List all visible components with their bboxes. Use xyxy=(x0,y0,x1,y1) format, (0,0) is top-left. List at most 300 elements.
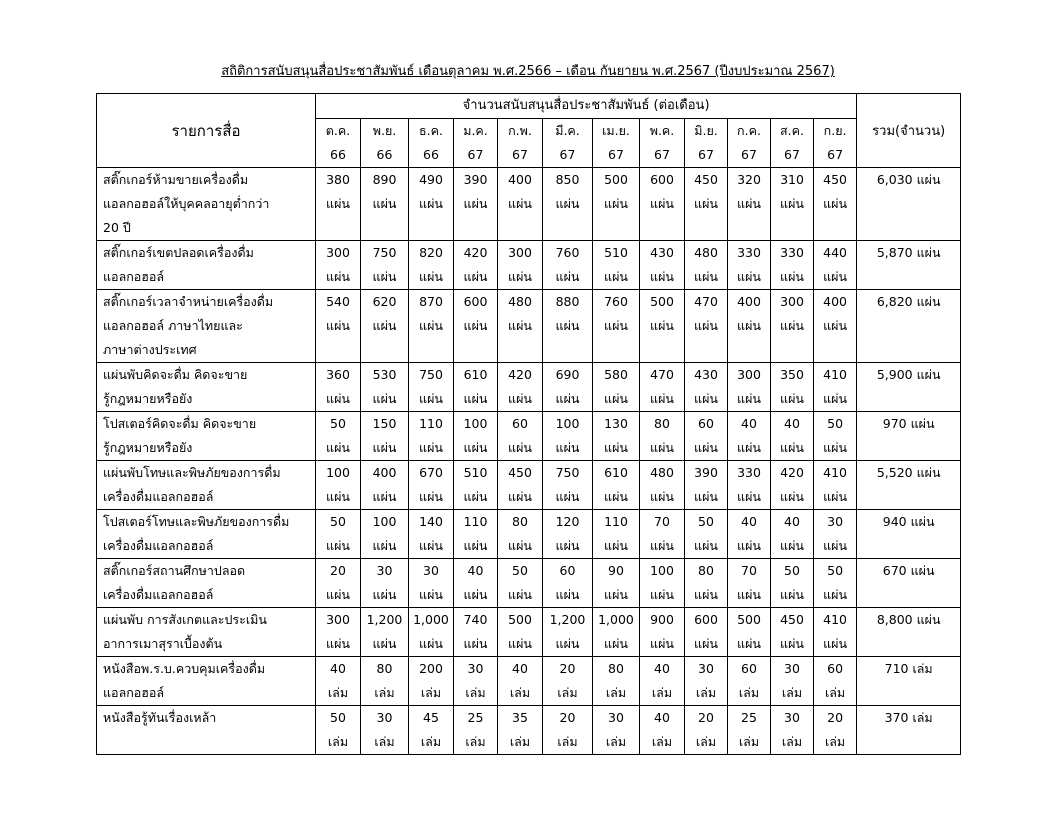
unit-label: เล่ม xyxy=(509,685,531,700)
row-total: 5,520 แผ่น xyxy=(857,461,961,510)
unit-label: แผ่น xyxy=(780,318,804,333)
month-value-cell xyxy=(771,168,814,241)
month-value-cell xyxy=(409,510,454,559)
month-value-cell xyxy=(640,461,685,510)
month-value-cell xyxy=(728,657,771,706)
month-value-cell xyxy=(640,510,685,559)
unit-label: เล่ม xyxy=(781,734,803,749)
unit-label: เล่ม xyxy=(420,685,442,700)
media-name xyxy=(97,559,316,608)
unit-label: แผ่น xyxy=(419,196,443,211)
unit-label: เล่ม xyxy=(420,734,442,749)
month-value: 870 xyxy=(419,294,443,309)
header-month xyxy=(685,119,728,168)
table-row xyxy=(97,412,961,461)
month-value-cell xyxy=(728,290,771,363)
month-value: 30 xyxy=(784,661,800,676)
media-name xyxy=(97,706,316,755)
month-value-cell xyxy=(685,412,728,461)
unit-label: แผ่น xyxy=(463,269,488,284)
month-value: 40 xyxy=(512,661,528,676)
month-value: 580 xyxy=(604,367,628,382)
month-value: 610 xyxy=(463,367,488,382)
unit-label: เล่ม xyxy=(695,734,717,749)
month-value: 120 xyxy=(555,514,580,529)
month-value: 760 xyxy=(604,294,628,309)
unit-label: เล่ม xyxy=(465,685,486,700)
unit-label: แผ่น xyxy=(737,196,761,211)
unit-label: แผ่น xyxy=(326,391,350,406)
unit-label: แผ่น xyxy=(463,196,488,211)
row-total: 5,900 แผ่น xyxy=(857,363,961,412)
media-name xyxy=(97,290,316,363)
media-name-line: อาการเมาสุราเบื้องต้น xyxy=(103,636,223,651)
month-value-cell xyxy=(640,706,685,755)
month-value-cell xyxy=(454,461,498,510)
month-value-cell xyxy=(814,363,857,412)
media-name-line: สติ๊กเกอร์สถานศึกษาปลอด xyxy=(103,563,246,578)
month-value-cell xyxy=(593,608,640,657)
unit-label: แผ่น xyxy=(419,318,443,333)
month-value: 670 xyxy=(419,465,443,480)
month-value-cell xyxy=(409,559,454,608)
month-value: 20 xyxy=(827,710,844,725)
month-value: 410 xyxy=(823,465,848,480)
month-value-cell xyxy=(728,168,771,241)
month-value: 420 xyxy=(780,465,804,480)
month-value-cell xyxy=(543,363,593,412)
header-month xyxy=(454,119,498,168)
month-value-cell xyxy=(316,168,361,241)
month-value: 760 xyxy=(555,245,580,260)
month-value-cell xyxy=(593,168,640,241)
month-value-cell xyxy=(361,290,409,363)
month-value-cell xyxy=(728,510,771,559)
month-value-cell xyxy=(409,241,454,290)
month-value-cell xyxy=(454,241,498,290)
month-value-cell xyxy=(771,241,814,290)
month-label: เม.ย. xyxy=(602,123,630,138)
month-value: 900 xyxy=(650,612,674,627)
unit-label: แผ่น xyxy=(555,489,580,504)
unit-label: แผ่น xyxy=(419,587,443,602)
header-media: รายการสื่อ xyxy=(97,94,316,168)
month-value-cell xyxy=(498,559,543,608)
month-year: 67 xyxy=(559,147,576,162)
month-value: 70 xyxy=(741,563,757,578)
month-value-cell xyxy=(640,559,685,608)
month-value-cell xyxy=(316,706,361,755)
month-value: 30 xyxy=(608,710,624,725)
media-name-line: โปสเตอร์คิดจะดื่ม คิดจะขาย xyxy=(103,416,257,431)
month-value: 400 xyxy=(823,294,848,309)
month-value: 300 xyxy=(326,245,350,260)
unit-label: แผ่น xyxy=(823,196,848,211)
month-value-cell xyxy=(498,461,543,510)
row-total: 970 แผ่น xyxy=(857,412,961,461)
month-value-cell xyxy=(771,706,814,755)
month-value: 25 xyxy=(741,710,757,725)
month-value: 510 xyxy=(604,245,628,260)
header-month xyxy=(728,119,771,168)
month-value: 400 xyxy=(508,172,532,187)
media-name xyxy=(97,412,316,461)
month-value: 350 xyxy=(780,367,804,382)
row-total: 710 เล่ม xyxy=(857,657,961,706)
unit-label: แผ่น xyxy=(604,391,628,406)
month-value-cell xyxy=(593,706,640,755)
month-value: 80 xyxy=(376,661,393,676)
month-value-cell xyxy=(454,290,498,363)
unit-label: เล่ม xyxy=(824,734,846,749)
media-name-line: สติ๊กเกอร์เขตปลอดเครื่องดื่ม xyxy=(103,245,254,260)
unit-label: แผ่น xyxy=(463,538,488,553)
month-value-cell xyxy=(593,363,640,412)
month-value: 470 xyxy=(650,367,674,382)
unit-label: แผ่น xyxy=(463,489,488,504)
month-value: 1,200 xyxy=(549,612,586,627)
month-value: 40 xyxy=(654,710,670,725)
media-name-line: โปสเตอร์โทษและพิษภัยของการดื่ม xyxy=(103,514,290,529)
month-value-cell xyxy=(454,706,498,755)
month-value: 100 xyxy=(372,514,397,529)
unit-label: แผ่น xyxy=(650,440,674,455)
month-year: 67 xyxy=(512,147,528,162)
table-row xyxy=(97,290,961,363)
unit-label: แผ่น xyxy=(555,440,580,455)
month-value-cell xyxy=(361,241,409,290)
month-value-cell xyxy=(454,363,498,412)
unit-label: แผ่น xyxy=(650,269,674,284)
unit-label: แผ่น xyxy=(419,636,443,651)
unit-label: แผ่น xyxy=(737,489,761,504)
month-value-cell xyxy=(361,412,409,461)
unit-label: แผ่น xyxy=(650,489,674,504)
unit-label: แผ่น xyxy=(372,636,397,651)
month-value-cell xyxy=(640,168,685,241)
media-name-line: สติ๊กเกอร์ห้ามขายเครื่องดื่ม xyxy=(103,172,249,187)
unit-label: แผ่น xyxy=(604,587,628,602)
month-year: 67 xyxy=(654,147,670,162)
month-value-cell xyxy=(454,412,498,461)
unit-label: แผ่น xyxy=(326,636,350,651)
unit-label: แผ่น xyxy=(780,636,804,651)
unit-label: แผ่น xyxy=(694,587,718,602)
month-value: 360 xyxy=(326,367,350,382)
unit-label: แผ่น xyxy=(372,538,397,553)
row-total: 5,870 แผ่น xyxy=(857,241,961,290)
month-value: 20 xyxy=(330,563,346,578)
month-value: 40 xyxy=(741,416,757,431)
month-value-cell xyxy=(409,461,454,510)
month-value-cell xyxy=(685,168,728,241)
month-value-cell xyxy=(640,363,685,412)
month-value: 20 xyxy=(559,710,576,725)
unit-label: แผ่น xyxy=(737,269,761,284)
unit-label: แผ่น xyxy=(650,318,674,333)
media-name xyxy=(97,510,316,559)
month-value-cell xyxy=(685,461,728,510)
unit-label: แผ่น xyxy=(604,440,628,455)
month-value-cell xyxy=(685,706,728,755)
month-value: 540 xyxy=(326,294,350,309)
unit-label: แผ่น xyxy=(555,318,580,333)
month-value-cell xyxy=(543,706,593,755)
unit-label: แผ่น xyxy=(694,489,718,504)
month-value: 100 xyxy=(650,563,674,578)
month-value-cell xyxy=(814,559,857,608)
unit-label: แผ่น xyxy=(694,636,718,651)
month-value-cell xyxy=(361,706,409,755)
month-value: 400 xyxy=(737,294,761,309)
unit-label: แผ่น xyxy=(555,636,580,651)
unit-label: แผ่น xyxy=(463,391,488,406)
row-total: 6,820 แผ่น xyxy=(857,290,961,363)
unit-label: แผ่น xyxy=(694,318,718,333)
month-value: 45 xyxy=(423,710,439,725)
unit-label: แผ่น xyxy=(737,318,761,333)
month-year: 66 xyxy=(423,147,439,162)
month-value: 420 xyxy=(508,367,532,382)
month-value-cell xyxy=(498,657,543,706)
month-value: 50 xyxy=(512,563,528,578)
month-value-cell xyxy=(316,559,361,608)
month-value-cell xyxy=(771,559,814,608)
document-title: สถิติการสนับสนุนสื่อประชาสัมพันธ์ เดือนตุลาคม พ.ศ.2566 – เดือน กันยายน พ.ศ.2567 (ปีงบประมาณ 2567) xyxy=(221,64,835,79)
month-value: 90 xyxy=(608,563,624,578)
month-value: 35 xyxy=(512,710,528,725)
unit-label: แผ่น xyxy=(694,440,718,455)
month-value-cell xyxy=(771,608,814,657)
unit-label: แผ่น xyxy=(463,440,488,455)
media-name xyxy=(97,168,316,241)
month-value-cell xyxy=(771,657,814,706)
month-value: 200 xyxy=(419,661,443,676)
month-value: 450 xyxy=(780,612,804,627)
month-value: 890 xyxy=(372,172,397,187)
unit-label: แผ่น xyxy=(463,587,488,602)
month-value: 450 xyxy=(823,172,848,187)
unit-label: แผ่น xyxy=(737,636,761,651)
month-value-cell xyxy=(728,241,771,290)
month-value-cell xyxy=(454,608,498,657)
unit-label: เล่ม xyxy=(738,734,760,749)
month-year: 67 xyxy=(784,147,800,162)
month-value: 30 xyxy=(423,563,439,578)
month-value: 300 xyxy=(326,612,350,627)
month-value: 1,200 xyxy=(366,612,403,627)
month-value: 60 xyxy=(559,563,576,578)
month-value-cell xyxy=(728,559,771,608)
unit-label: เล่ม xyxy=(781,685,803,700)
month-value: 490 xyxy=(419,172,443,187)
media-name-line: แผ่นพับ การสังเกตและประเมิน xyxy=(103,612,267,627)
unit-label: แผ่น xyxy=(780,269,804,284)
month-value: 300 xyxy=(508,245,532,260)
unit-label: แผ่น xyxy=(419,269,443,284)
month-value-cell xyxy=(316,412,361,461)
month-value-cell xyxy=(640,608,685,657)
month-value-cell xyxy=(454,168,498,241)
table-row xyxy=(97,608,961,657)
month-value: 40 xyxy=(330,661,346,676)
month-value-cell xyxy=(454,559,498,608)
month-year: 67 xyxy=(741,147,757,162)
table-row xyxy=(97,461,961,510)
unit-label: แผ่น xyxy=(508,636,532,651)
month-value-cell xyxy=(728,461,771,510)
month-value: 50 xyxy=(698,514,714,529)
month-value: 300 xyxy=(780,294,804,309)
header-month xyxy=(409,119,454,168)
unit-label: แผ่น xyxy=(650,636,674,651)
unit-label: แผ่น xyxy=(419,538,443,553)
unit-label: เล่ม xyxy=(695,685,717,700)
month-value: 470 xyxy=(694,294,718,309)
month-value-cell xyxy=(543,510,593,559)
month-value: 100 xyxy=(555,416,580,431)
unit-label: แผ่น xyxy=(650,196,674,211)
table-row xyxy=(97,363,961,412)
month-value: 330 xyxy=(737,465,761,480)
month-value-cell xyxy=(543,290,593,363)
header-month xyxy=(498,119,543,168)
unit-label: เล่ม xyxy=(557,685,578,700)
month-value: 25 xyxy=(467,710,484,725)
month-value-cell xyxy=(316,363,361,412)
month-value-cell xyxy=(771,461,814,510)
month-value: 60 xyxy=(698,416,714,431)
media-name-line: แผ่นพับคิดจะดื่ม คิดจะขาย xyxy=(103,367,248,382)
month-year: 67 xyxy=(608,147,624,162)
unit-label: แผ่น xyxy=(604,196,628,211)
month-value: 100 xyxy=(326,465,350,480)
month-value: 100 xyxy=(463,416,488,431)
unit-label: แผ่น xyxy=(737,538,761,553)
header-month xyxy=(593,119,640,168)
row-total: 940 แผ่น xyxy=(857,510,961,559)
month-value-cell xyxy=(409,290,454,363)
month-value: 420 xyxy=(463,245,488,260)
month-value: 40 xyxy=(784,416,800,431)
month-value-cell xyxy=(316,510,361,559)
unit-label: เล่ม xyxy=(327,685,349,700)
unit-label: แผ่น xyxy=(555,391,580,406)
month-value-cell xyxy=(640,657,685,706)
row-total: 370 เล่ม xyxy=(857,706,961,755)
unit-label: เล่ม xyxy=(557,734,578,749)
month-value: 430 xyxy=(650,245,674,260)
media-name xyxy=(97,241,316,290)
month-value: 450 xyxy=(694,172,718,187)
month-value-cell xyxy=(728,706,771,755)
unit-label: แผ่น xyxy=(508,489,532,504)
month-value: 600 xyxy=(650,172,674,187)
month-value-cell xyxy=(454,510,498,559)
month-value-cell xyxy=(814,706,857,755)
unit-label: แผ่น xyxy=(780,489,804,504)
unit-label: เล่ม xyxy=(605,685,627,700)
month-value-cell xyxy=(498,412,543,461)
month-label: พ.ค. xyxy=(649,123,675,138)
month-year: 67 xyxy=(827,147,844,162)
month-value: 80 xyxy=(608,661,624,676)
month-value-cell xyxy=(498,510,543,559)
month-value: 40 xyxy=(784,514,800,529)
unit-label: แผ่น xyxy=(508,587,532,602)
unit-label: เล่ม xyxy=(651,734,673,749)
month-value-cell xyxy=(409,657,454,706)
month-value-cell xyxy=(593,241,640,290)
month-value-cell xyxy=(361,363,409,412)
unit-label: แผ่น xyxy=(694,538,718,553)
month-value: 300 xyxy=(737,367,761,382)
media-name-line: ภาษาต่างประเทศ xyxy=(103,342,197,357)
unit-label: แผ่น xyxy=(508,440,532,455)
month-value-cell xyxy=(316,461,361,510)
month-value: 80 xyxy=(512,514,528,529)
row-total: 8,800 แผ่น xyxy=(857,608,961,657)
unit-label: แผ่น xyxy=(326,538,350,553)
month-value-cell xyxy=(454,657,498,706)
month-label: ส.ค. xyxy=(780,123,804,138)
month-value-cell xyxy=(814,241,857,290)
month-year: 67 xyxy=(698,147,714,162)
month-value-cell xyxy=(593,290,640,363)
month-value: 530 xyxy=(372,367,397,382)
month-value: 500 xyxy=(737,612,761,627)
month-value-cell xyxy=(814,608,857,657)
unit-label: เล่ม xyxy=(465,734,486,749)
month-value: 400 xyxy=(372,465,397,480)
month-value-cell xyxy=(728,608,771,657)
month-value-cell xyxy=(361,608,409,657)
header-group: จำนวนสนับสนุนสื่อประชาสัมพันธ์ (ต่อเดือน) xyxy=(316,94,857,119)
month-value: 40 xyxy=(741,514,757,529)
header-month xyxy=(316,119,361,168)
unit-label: แผ่น xyxy=(419,440,443,455)
month-value: 410 xyxy=(823,367,848,382)
month-value: 130 xyxy=(604,416,628,431)
unit-label: แผ่น xyxy=(372,587,397,602)
month-value: 510 xyxy=(463,465,488,480)
unit-label: แผ่น xyxy=(737,440,761,455)
unit-label: แผ่น xyxy=(326,440,350,455)
month-value-cell xyxy=(543,168,593,241)
month-value: 60 xyxy=(741,661,757,676)
month-value-cell xyxy=(814,412,857,461)
unit-label: แผ่น xyxy=(604,489,628,504)
unit-label: แผ่น xyxy=(326,196,350,211)
unit-label: แผ่น xyxy=(372,489,397,504)
unit-label: แผ่น xyxy=(463,318,488,333)
month-value-cell xyxy=(543,241,593,290)
unit-label: แผ่น xyxy=(823,318,848,333)
month-value: 30 xyxy=(376,710,393,725)
media-name-line: แผ่นพับโทษและพิษภัยของการดื่ม xyxy=(103,465,281,480)
month-value: 500 xyxy=(650,294,674,309)
month-value: 50 xyxy=(784,563,800,578)
month-value: 750 xyxy=(419,367,443,382)
unit-label: แผ่น xyxy=(555,269,580,284)
media-name-line: หนังสือพ.ร.บ.ควบคุมเครื่องดื่ม xyxy=(103,661,266,676)
month-label: มี.ค. xyxy=(555,123,580,138)
month-value: 150 xyxy=(372,416,397,431)
month-value: 330 xyxy=(780,245,804,260)
unit-label: แผ่น xyxy=(555,196,580,211)
header-month xyxy=(361,119,409,168)
unit-label: แผ่น xyxy=(694,196,718,211)
